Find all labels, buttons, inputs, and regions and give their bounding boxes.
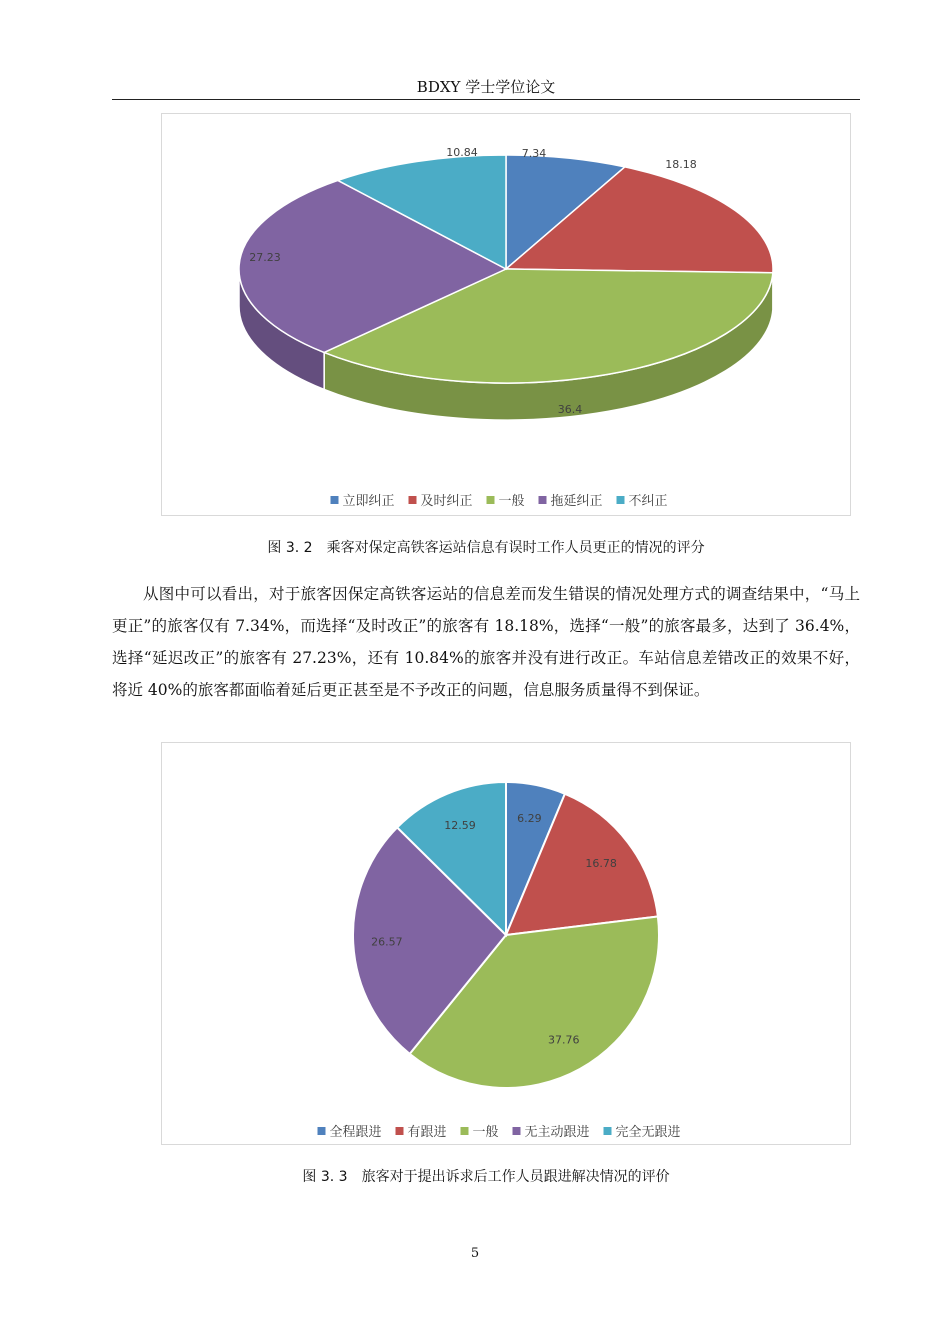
page-number: 5	[470, 1246, 480, 1261]
paragraph-text: 从图中可以看出，对于旅客因保定高铁客运站的信息差而发生错误的情况处理方式的调查结果中，“马上更正”的旅客仅有 7.34%，而选择“及时改正”的旅客有 18.18%，选择“一般”的旅客最多，达到了 36.4%，选择“延迟改正”的旅客有 27.23%，还有 10.84%的旅客并没有进行改正。车站信息差错改正的效果不好，将近 40%的旅客都面临着延后更正甚至是不予改正的问题，信息服务质量得不到保证。	[112, 585, 860, 699]
data-label-4: 27.23	[249, 251, 281, 264]
pie-top	[239, 155, 773, 383]
legend-label-4: 拖延纠正	[550, 494, 603, 509]
legend-label-5: 完全无跟进	[615, 1125, 681, 1140]
data-label-1: 6.29	[517, 811, 542, 825]
legend-swatch-5	[617, 496, 625, 504]
data-label-2: 16.78	[585, 856, 617, 870]
legend-swatch-3	[461, 1127, 469, 1135]
figure-3-2-chart	[161, 113, 851, 516]
header-rule	[112, 99, 860, 100]
legend-label-4: 无主动跟进	[524, 1125, 590, 1140]
figure-3-3-caption: 图 3. 3 旅客对于提出诉求后工作人员跟进解决情况的评价	[302, 1169, 670, 1185]
figure-3-3-chart	[161, 742, 851, 1145]
data-label-3: 36.4	[557, 403, 583, 416]
legend-swatch-2	[396, 1127, 404, 1135]
legend-label-5: 不纠正	[628, 494, 668, 509]
legend-label-1: 全程跟进	[329, 1125, 382, 1140]
data-label-5: 10.84	[446, 146, 478, 159]
data-label-2: 18.18	[665, 158, 697, 171]
legend-label-2: 及时纠正	[420, 494, 473, 509]
legend-swatch-1	[318, 1127, 326, 1135]
page-header: BDXY 学士学位论文	[416, 78, 556, 96]
legend-swatch-4	[513, 1127, 521, 1135]
legend-label-1: 立即纠正	[342, 494, 395, 509]
data-label-3: 37.76	[548, 1033, 580, 1047]
legend-swatch-3	[487, 496, 495, 504]
data-label-1: 7.34	[521, 147, 547, 160]
data-label-5: 12.59	[444, 818, 476, 832]
legend-swatch-2	[409, 496, 417, 504]
legend-swatch-5	[604, 1127, 612, 1135]
legend-label-3: 一般	[498, 494, 525, 509]
figure-3-2-caption: 图 3. 2 乘客对保定高铁客运站信息有误时工作人员更正的情况的评分	[267, 540, 705, 556]
legend-label-2: 有跟进	[407, 1125, 447, 1140]
body-paragraph	[112, 578, 860, 706]
legend-swatch-4	[539, 496, 547, 504]
data-label-4: 26.57	[371, 935, 403, 949]
legend-swatch-1	[331, 496, 339, 504]
legend-label-3: 一般	[472, 1125, 499, 1140]
